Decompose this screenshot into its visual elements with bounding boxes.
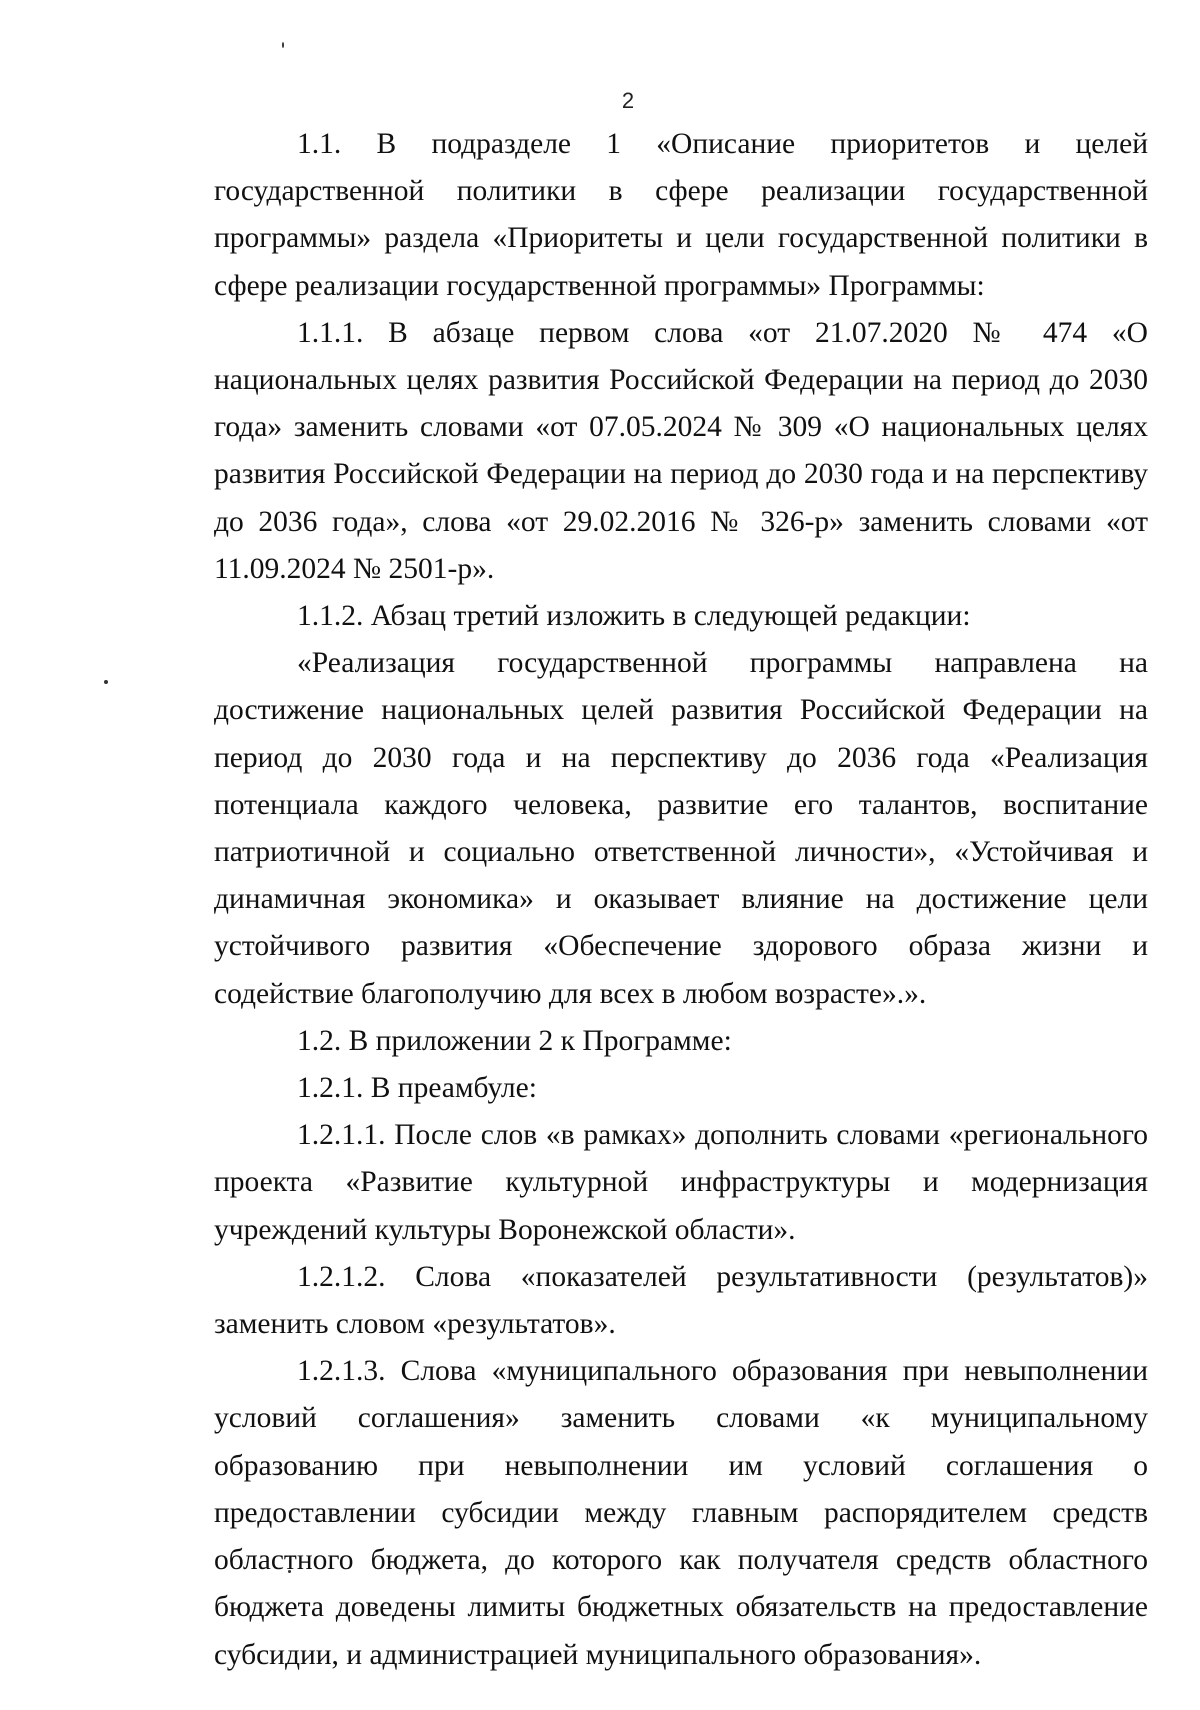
paragraph-1-2-1: 1.2.1. В преамбуле:: [297, 1072, 537, 1105]
document-body: [214, 121, 1148, 1679]
scan-speck: [104, 680, 108, 684]
paragraph-1-2-1-1: 1.2.1.1. После слов «в рамках» дополнить словами «регионального проекта «Развитие культурной инфраструктуры и модернизация учреждений культуры Воронежской области».: [214, 1119, 1148, 1246]
paragraph-1-1-2: 1.1.2. Абзац третий изложить в следующей редакции:: [297, 600, 971, 633]
paragraph-1-2: 1.2. В приложении 2 к Программе:: [297, 1024, 732, 1057]
paragraph-1-1: 1.1. В подразделе 1 «Описание приоритетов и целей государственной политики в сфере реализации государственной программы» раздела «Приоритеты и цели государственной политики в сфере реализации государственной программы» Программы:: [214, 128, 1148, 302]
scan-speck: [282, 42, 284, 48]
paragraph-1-2-1-2: 1.2.1.2. Слова «показателей результативности (результатов)» заменить словом «результатов».: [214, 1260, 1148, 1341]
paragraph-quoted-text: «Реализация государственной программы направлена на достижение национальных целей развития Российской Федерации на период до 2030 года и на перспективу до 2036 года «Реализация потенциала каждого человека, развитие его талантов, воспитание патриотичной и социально ответственной личности», «Устойчивая и динамичная экономика» и оказывает влияние на достижение цели устойчивого развития «Обеспечение здорового образа жизни и содействие благополучию для всех в любом возрасте».».: [214, 647, 1148, 1010]
paragraph-1-2-1-3: 1.2.1.3. Слова «муниципального образования при невыполнении условий соглашения» заменить словами «к муниципальному образованию при невыполнении им условий соглашения о предоставлении субсидии между главным распорядителем средств областного бюджета, до которого как получателя средств областного бюджета доведены лимиты бюджетных обязательств на предоставление субсидии, и администрацией муниципального образования».: [214, 1355, 1148, 1671]
page-number: 2: [621, 88, 635, 113]
paragraph-1-1-1: 1.1.1. В абзаце первом слова «от 21.07.2020 № 474 «О национальных целях развития Российской Федерации на период до 2030 года» заменить словами «от 07.05.2024 № 309 «О национальных целях развития Российской Федерации на период до 2030 года и на перспективу до 2036 года», слова «от 29.02.2016 № 326-р» заменить словами «от 11.09.2024 № 2501-р».: [214, 316, 1148, 585]
